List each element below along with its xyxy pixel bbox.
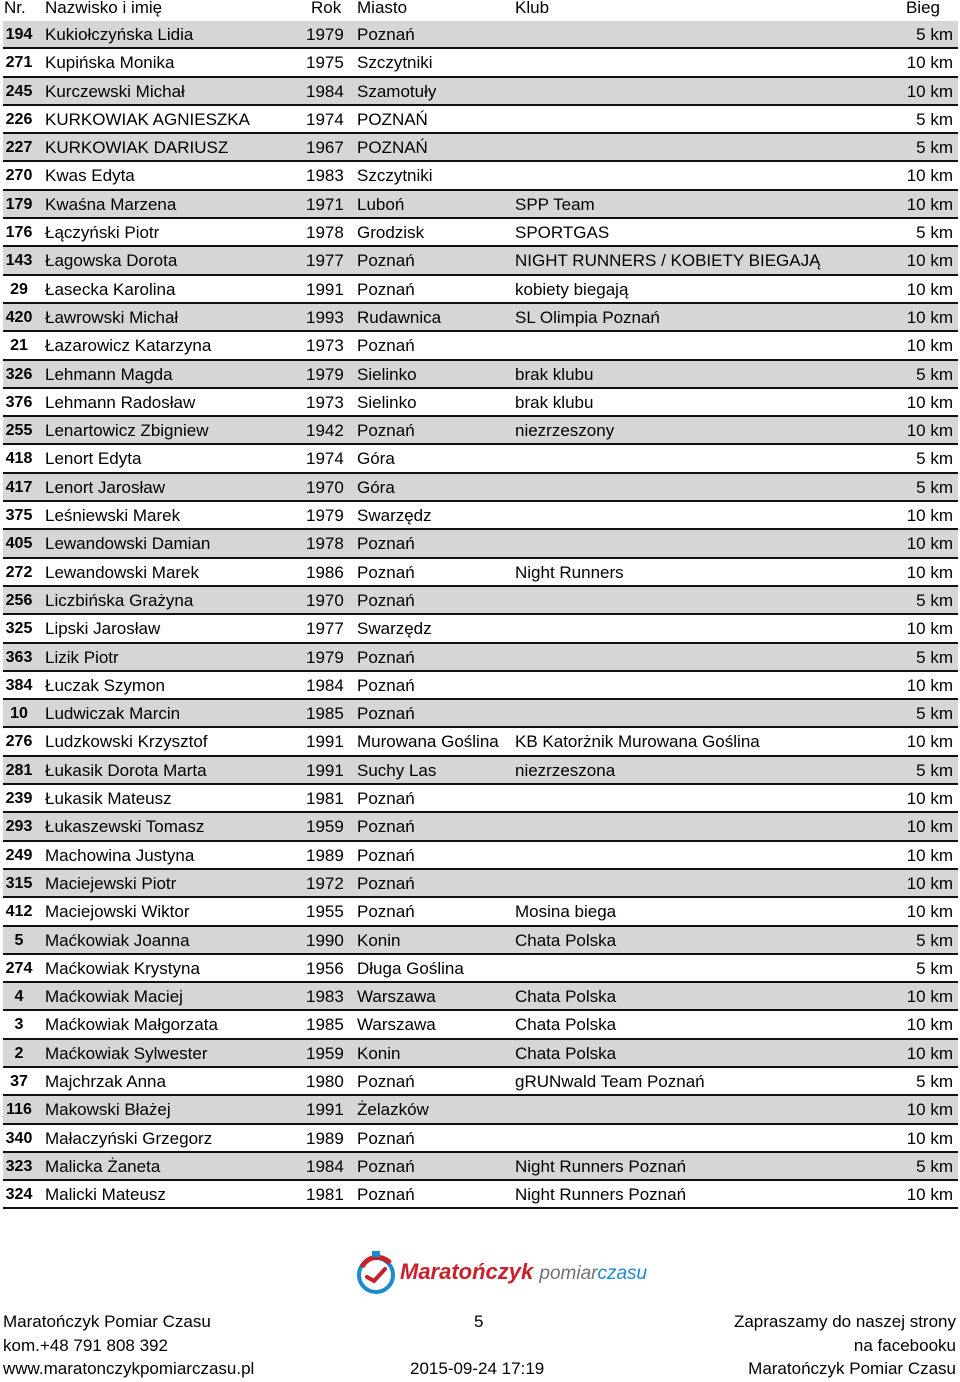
cell-year: 1983	[306, 987, 344, 1007]
cell-distance: 10 km	[906, 987, 953, 1007]
table-row	[3, 644, 958, 672]
cell-year: 1973	[306, 336, 344, 356]
cell-year: 1955	[306, 902, 344, 922]
cell-name: Ludzkowski Krzysztof	[45, 732, 208, 752]
cell-name: Łukaszewski Tomasz	[45, 817, 205, 837]
table-row	[3, 870, 958, 898]
cell-city: Góra	[357, 477, 395, 497]
cell-city: Szczytniki	[357, 53, 433, 73]
cell-distance: 10 km	[906, 392, 953, 412]
cell-city: Swarzędz	[357, 619, 432, 639]
cell-nr: 37	[10, 1072, 28, 1090]
cell-year: 1973	[306, 392, 344, 412]
cell-nr: 245	[5, 82, 33, 100]
table-row	[3, 445, 958, 473]
cell-year: 1984	[306, 81, 344, 101]
cell-nr: 281	[5, 761, 33, 779]
table-row	[3, 898, 958, 926]
cell-city: Swarzędz	[357, 506, 432, 526]
table-row	[3, 842, 958, 870]
cell-distance: 10 km	[906, 675, 953, 695]
cell-year: 1981	[306, 1185, 344, 1205]
cell-name: KURKOWIAK AGNIESZKA	[45, 109, 250, 129]
cell-nr: 384	[5, 676, 33, 694]
cell-year: 1980	[306, 1071, 344, 1091]
cell-city: Poznań	[357, 251, 415, 271]
cell-club: Mosina biega	[515, 902, 617, 922]
cell-year: 1977	[306, 619, 344, 639]
cell-distance: 10 km	[906, 873, 953, 893]
table-row	[3, 191, 958, 219]
cell-distance: 10 km	[906, 1100, 953, 1120]
cell-city: Poznań	[357, 873, 415, 893]
cell-year: 1978	[306, 223, 344, 243]
table-row	[3, 587, 958, 615]
cell-year: 1989	[306, 845, 344, 865]
cell-nr: 10	[10, 705, 28, 723]
cell-distance: 10 km	[906, 421, 953, 441]
cell-distance: 10 km	[906, 1185, 953, 1205]
cell-name: Łasecka Karolina	[45, 279, 176, 299]
header-year: Rok	[311, 0, 342, 17]
cell-city: Długa Goślina	[357, 958, 464, 978]
cell-city: Poznań	[357, 562, 415, 582]
cell-city: Poznań	[357, 25, 415, 44]
cell-name: Maćkowiak Sylwester	[45, 1043, 208, 1063]
cell-name: Lizik Piotr	[45, 647, 119, 667]
cell-city: Poznań	[357, 1156, 415, 1176]
cell-distance: 5 km	[916, 1071, 953, 1091]
cell-nr: 272	[5, 563, 33, 581]
cell-year: 1979	[306, 506, 344, 526]
header-club: Klub	[515, 0, 550, 17]
table-row	[3, 615, 958, 643]
cell-name: Maćkowiak Maciej	[45, 987, 183, 1007]
cell-city: Sielinko	[357, 392, 417, 412]
table-row	[3, 785, 958, 813]
cell-city: Poznań	[357, 902, 415, 922]
cell-distance: 5 km	[916, 223, 953, 243]
cell-nr: 2	[14, 1044, 24, 1062]
cell-nr: 293	[5, 818, 33, 836]
footer-facebook[interactable]: na facebooku	[853, 1336, 956, 1355]
cell-city: Żelazków	[357, 1100, 429, 1120]
cell-club: niezrzeszony	[515, 421, 615, 441]
cell-nr: 176	[5, 224, 33, 242]
cell-year: 1956	[306, 958, 344, 978]
cell-club: KB Katorżnik Murowana Goślina	[515, 732, 760, 752]
cell-club: gRUNwald Team Poznań	[515, 1071, 705, 1091]
results-table	[3, 21, 958, 1209]
cell-distance: 5 km	[916, 760, 953, 780]
table-row	[3, 1096, 958, 1124]
cell-city: Poznań	[357, 789, 415, 809]
cell-nr: 324	[5, 1186, 33, 1204]
cell-city: Poznań	[357, 590, 415, 610]
cell-nr: 194	[5, 26, 33, 43]
cell-city: POZNAŃ	[357, 138, 428, 158]
cell-city: Poznań	[357, 704, 415, 724]
cell-club: SPORTGAS	[515, 223, 610, 243]
table-row	[3, 106, 958, 134]
table-row	[3, 955, 958, 983]
cell-club: SPP Team	[515, 194, 595, 214]
cell-name: Kukiołczyńska Lidia	[45, 25, 194, 44]
cell-city: Szamotuły	[357, 81, 437, 101]
cell-year: 1985	[306, 1015, 344, 1035]
cell-nr: 21	[10, 337, 28, 355]
table-row	[3, 1068, 958, 1096]
cell-name: Lewandowski Marek	[45, 562, 200, 582]
table-row	[3, 1153, 958, 1181]
logo-word-1: Maratończyk	[400, 1259, 534, 1284]
cell-distance: 5 km	[916, 1156, 953, 1176]
cell-name: Małaczyński Grzegorz	[45, 1128, 213, 1148]
table-row	[3, 927, 958, 955]
cell-year: 1991	[306, 732, 344, 752]
cell-distance: 10 km	[906, 789, 953, 809]
cell-year: 1970	[306, 590, 344, 610]
cell-name: Łuczak Szymon	[45, 675, 165, 695]
cell-year: 1975	[306, 53, 344, 73]
cell-nr: 376	[5, 393, 33, 411]
cell-city: Grodzisk	[357, 223, 425, 243]
cell-distance: 10 km	[906, 902, 953, 922]
cell-name: Machowina Justyna	[45, 845, 195, 865]
cell-year: 1959	[306, 817, 344, 837]
cell-year: 1977	[306, 251, 344, 271]
cell-name: KURKOWIAK DARIUSZ	[45, 138, 229, 158]
cell-city: Poznań	[357, 817, 415, 837]
header-name: Nazwisko i imię	[45, 0, 163, 17]
table-row	[3, 417, 958, 445]
cell-year: 1991	[306, 1100, 344, 1120]
table-row	[3, 276, 958, 304]
cell-nr: 418	[5, 450, 33, 468]
table-row	[3, 219, 958, 247]
cell-name: Łączyński Piotr	[45, 223, 160, 243]
cell-year: 1974	[306, 109, 344, 129]
table-row	[3, 700, 958, 728]
cell-nr: 274	[5, 959, 33, 977]
cell-distance: 10 km	[906, 336, 953, 356]
cell-name: Kwaśna Marzena	[45, 194, 177, 214]
cell-nr: 143	[5, 252, 33, 270]
table-row	[3, 672, 958, 700]
cell-name: Leśniewski Marek	[45, 506, 181, 526]
cell-nr: 276	[5, 733, 33, 751]
table-row	[3, 530, 958, 558]
cell-city: Poznań	[357, 647, 415, 667]
cell-distance: 5 km	[916, 138, 953, 158]
cell-club: Chata Polska	[515, 987, 617, 1007]
table-row	[3, 502, 958, 530]
cell-name: Lipski Jarosław	[45, 619, 161, 639]
table-row	[3, 813, 958, 841]
cell-nr: 4	[14, 988, 24, 1006]
header-distance: Bieg	[905, 0, 940, 17]
cell-nr: 29	[10, 280, 28, 298]
cell-distance: 10 km	[906, 845, 953, 865]
cell-nr: 239	[5, 790, 33, 808]
cell-nr: 417	[5, 478, 33, 496]
cell-distance: 5 km	[916, 109, 953, 129]
cell-city: Góra	[357, 449, 395, 469]
cell-distance: 5 km	[916, 25, 953, 44]
cell-club: Chata Polska	[515, 930, 617, 950]
cell-nr: 326	[5, 365, 33, 383]
cell-year: 1990	[306, 930, 344, 950]
table-row	[3, 474, 958, 502]
cell-distance: 10 km	[906, 817, 953, 837]
stopwatch-icon	[352, 1245, 402, 1297]
cell-name: Majchrzak Anna	[45, 1071, 166, 1091]
cell-city: POZNAŃ	[357, 109, 428, 129]
footer-company: Maratończyk Pomiar Czasu	[3, 1312, 211, 1331]
cell-distance: 5 km	[916, 647, 953, 667]
cell-nr: 227	[5, 139, 33, 157]
cell-city: Poznań	[357, 534, 415, 554]
cell-name: Maćkowiak Joanna	[45, 930, 190, 950]
cell-name: Malicka Żaneta	[45, 1156, 161, 1176]
cell-distance: 10 km	[906, 194, 953, 214]
table-header	[0, 0, 960, 20]
cell-year: 1972	[306, 873, 344, 893]
footer-website[interactable]: www.maratonczykpomiarczasu.pl	[3, 1359, 255, 1378]
cell-distance: 10 km	[906, 506, 953, 526]
cell-nr: 179	[5, 195, 33, 213]
cell-distance: 10 km	[906, 81, 953, 101]
cell-city: Poznań	[357, 1071, 415, 1091]
cell-name: Ludwiczak Marcin	[45, 704, 181, 724]
footer-datetime: 2015-09-24 17:19	[410, 1359, 545, 1378]
cell-city: Warszawa	[357, 987, 436, 1007]
cell-city: Poznań	[357, 336, 415, 356]
logo-text	[400, 1259, 647, 1285]
cell-city: Poznań	[357, 1185, 415, 1205]
cell-year: 1985	[306, 704, 344, 724]
cell-distance: 5 km	[916, 477, 953, 497]
table-row	[3, 247, 958, 275]
table-row	[3, 559, 958, 587]
cell-city: Poznań	[357, 421, 415, 441]
cell-name: Maciejewski Piotr	[45, 873, 177, 893]
cell-distance: 10 km	[906, 534, 953, 554]
cell-club: Chata Polska	[515, 1015, 617, 1035]
cell-name: Maćkowiak Małgorzata	[45, 1015, 218, 1035]
header-city: Miasto	[357, 0, 408, 17]
cell-name: Kupińska Monika	[45, 53, 175, 73]
cell-name: Kwas Edyta	[45, 166, 135, 186]
cell-nr: 420	[5, 308, 33, 326]
cell-year: 1981	[306, 789, 344, 809]
cell-year: 1984	[306, 675, 344, 695]
cell-year: 1979	[306, 25, 344, 44]
table-row	[3, 134, 958, 162]
table-row	[3, 389, 958, 417]
cell-year: 1983	[306, 166, 344, 186]
cell-city: Luboń	[357, 194, 405, 214]
cell-nr: 255	[5, 422, 33, 440]
table-row	[3, 21, 958, 49]
cell-nr: 5	[14, 931, 24, 949]
cell-nr: 3	[14, 1016, 24, 1034]
table-row	[3, 78, 958, 106]
cell-year: 1971	[306, 194, 344, 214]
cell-name: Lehmann Magda	[45, 364, 173, 384]
cell-city: Murowana Goślina	[357, 732, 499, 752]
cell-distance: 10 km	[906, 562, 953, 582]
cell-nr: 270	[5, 167, 33, 185]
cell-city: Poznań	[357, 675, 415, 695]
cell-club: brak klubu	[515, 392, 594, 412]
cell-nr: 271	[5, 54, 33, 72]
logo-word-2: pomiar	[539, 1263, 598, 1284]
cell-nr: 363	[5, 648, 33, 666]
cell-club: Night Runners Poznań	[515, 1185, 687, 1205]
cell-year: 1986	[306, 562, 344, 582]
cell-distance: 10 km	[906, 1128, 953, 1148]
cell-city: Poznań	[357, 845, 415, 865]
cell-distance: 10 km	[906, 307, 953, 327]
footer-invite: Zapraszamy do naszej strony	[733, 1312, 956, 1331]
cell-distance: 5 km	[916, 704, 953, 724]
cell-distance: 5 km	[916, 930, 953, 950]
cell-club: NIGHT RUNNERS / KOBIETY BIEGAJĄ	[515, 251, 821, 271]
cell-year: 1967	[306, 138, 344, 158]
cell-year: 1959	[306, 1043, 344, 1063]
cell-nr: 325	[5, 620, 33, 638]
cell-club: SL Olimpia Poznań	[515, 307, 660, 327]
cell-name: Kurczewski Michał	[45, 81, 185, 101]
cell-distance: 10 km	[906, 279, 953, 299]
cell-year: 1970	[306, 477, 344, 497]
cell-name: Maciejowski Wiktor	[45, 902, 190, 922]
cell-name: Makowski Błażej	[45, 1100, 171, 1120]
cell-club: Night Runners	[515, 562, 624, 582]
cell-distance: 10 km	[906, 53, 953, 73]
cell-name: Łukasik Mateusz	[45, 789, 172, 809]
cell-year: 1979	[306, 647, 344, 667]
cell-club: Night Runners Poznań	[515, 1156, 687, 1176]
cell-name: Łazarowicz Katarzyna	[45, 336, 212, 356]
cell-city: Sielinko	[357, 364, 417, 384]
cell-distance: 5 km	[916, 364, 953, 384]
cell-name: Lenartowicz Zbigniew	[45, 421, 209, 441]
cell-name: Maćkowiak Krystyna	[45, 958, 200, 978]
cell-year: 1991	[306, 279, 344, 299]
cell-year: 1978	[306, 534, 344, 554]
cell-city: Konin	[357, 930, 401, 950]
footer-company-right: Maratończyk Pomiar Czasu	[748, 1359, 956, 1378]
cell-nr: 116	[6, 1101, 32, 1119]
cell-nr: 226	[5, 110, 33, 128]
company-logo	[352, 1245, 648, 1297]
cell-name: Liczbińska Grażyna	[45, 590, 194, 610]
cell-club: niezrzeszona	[515, 760, 616, 780]
cell-distance: 5 km	[916, 958, 953, 978]
table-row	[3, 49, 958, 77]
cell-distance: 10 km	[906, 166, 953, 186]
table-row	[3, 1125, 958, 1153]
table-row	[3, 304, 958, 332]
cell-name: Łagowska Dorota	[45, 251, 178, 271]
footer-page-number: 5	[474, 1312, 484, 1331]
cell-distance: 5 km	[916, 590, 953, 610]
footer-phone: kom.+48 791 808 392	[3, 1336, 168, 1355]
cell-nr: 340	[5, 1129, 33, 1147]
table-row	[3, 1040, 958, 1068]
cell-name: Lewandowski Damian	[45, 534, 211, 554]
cell-name: Ławrowski Michał	[45, 307, 179, 327]
cell-city: Warszawa	[357, 1015, 436, 1035]
table-row	[3, 162, 958, 190]
cell-name: Lehmann Radosław	[45, 392, 196, 412]
cell-year: 1984	[306, 1156, 344, 1176]
cell-nr: 256	[5, 591, 33, 609]
table-row	[3, 1181, 958, 1209]
header-nr: Nr.	[4, 0, 26, 17]
cell-distance: 5 km	[916, 449, 953, 469]
cell-year: 1942	[306, 421, 344, 441]
cell-year: 1974	[306, 449, 344, 469]
cell-club: brak klubu	[515, 364, 594, 384]
cell-name: Łukasik Dorota Marta	[45, 760, 207, 780]
logo-word-3: czasu	[597, 1263, 648, 1284]
table-row	[3, 332, 958, 360]
cell-nr: 315	[5, 874, 33, 892]
table-row	[3, 983, 958, 1011]
cell-city: Szczytniki	[357, 166, 433, 186]
cell-nr: 249	[5, 846, 33, 864]
cell-city: Rudawnica	[357, 307, 442, 327]
cell-distance: 10 km	[906, 1043, 953, 1063]
table-row	[3, 757, 958, 785]
cell-city: Konin	[357, 1043, 401, 1063]
table-row	[3, 728, 958, 756]
cell-distance: 10 km	[906, 1015, 953, 1035]
cell-distance: 10 km	[906, 251, 953, 271]
cell-year: 1991	[306, 760, 344, 780]
table-row	[3, 1011, 958, 1039]
cell-city: Poznań	[357, 279, 415, 299]
cell-nr: 405	[5, 535, 33, 553]
cell-distance: 10 km	[906, 619, 953, 639]
cell-nr: 412	[5, 903, 33, 921]
cell-club: kobiety biegają	[515, 279, 629, 299]
cell-name: Lenort Jarosław	[45, 477, 166, 497]
cell-city: Poznań	[357, 1128, 415, 1148]
table-row	[3, 361, 958, 389]
cell-distance: 10 km	[906, 732, 953, 752]
cell-year: 1989	[306, 1128, 344, 1148]
cell-year: 1993	[306, 307, 344, 327]
cell-nr: 323	[5, 1157, 33, 1175]
cell-nr: 375	[5, 507, 33, 525]
cell-city: Suchy Las	[357, 760, 437, 780]
cell-year: 1979	[306, 364, 344, 384]
cell-name: Lenort Edyta	[45, 449, 142, 469]
cell-name: Malicki Mateusz	[45, 1185, 166, 1205]
cell-club: Chata Polska	[515, 1043, 617, 1063]
